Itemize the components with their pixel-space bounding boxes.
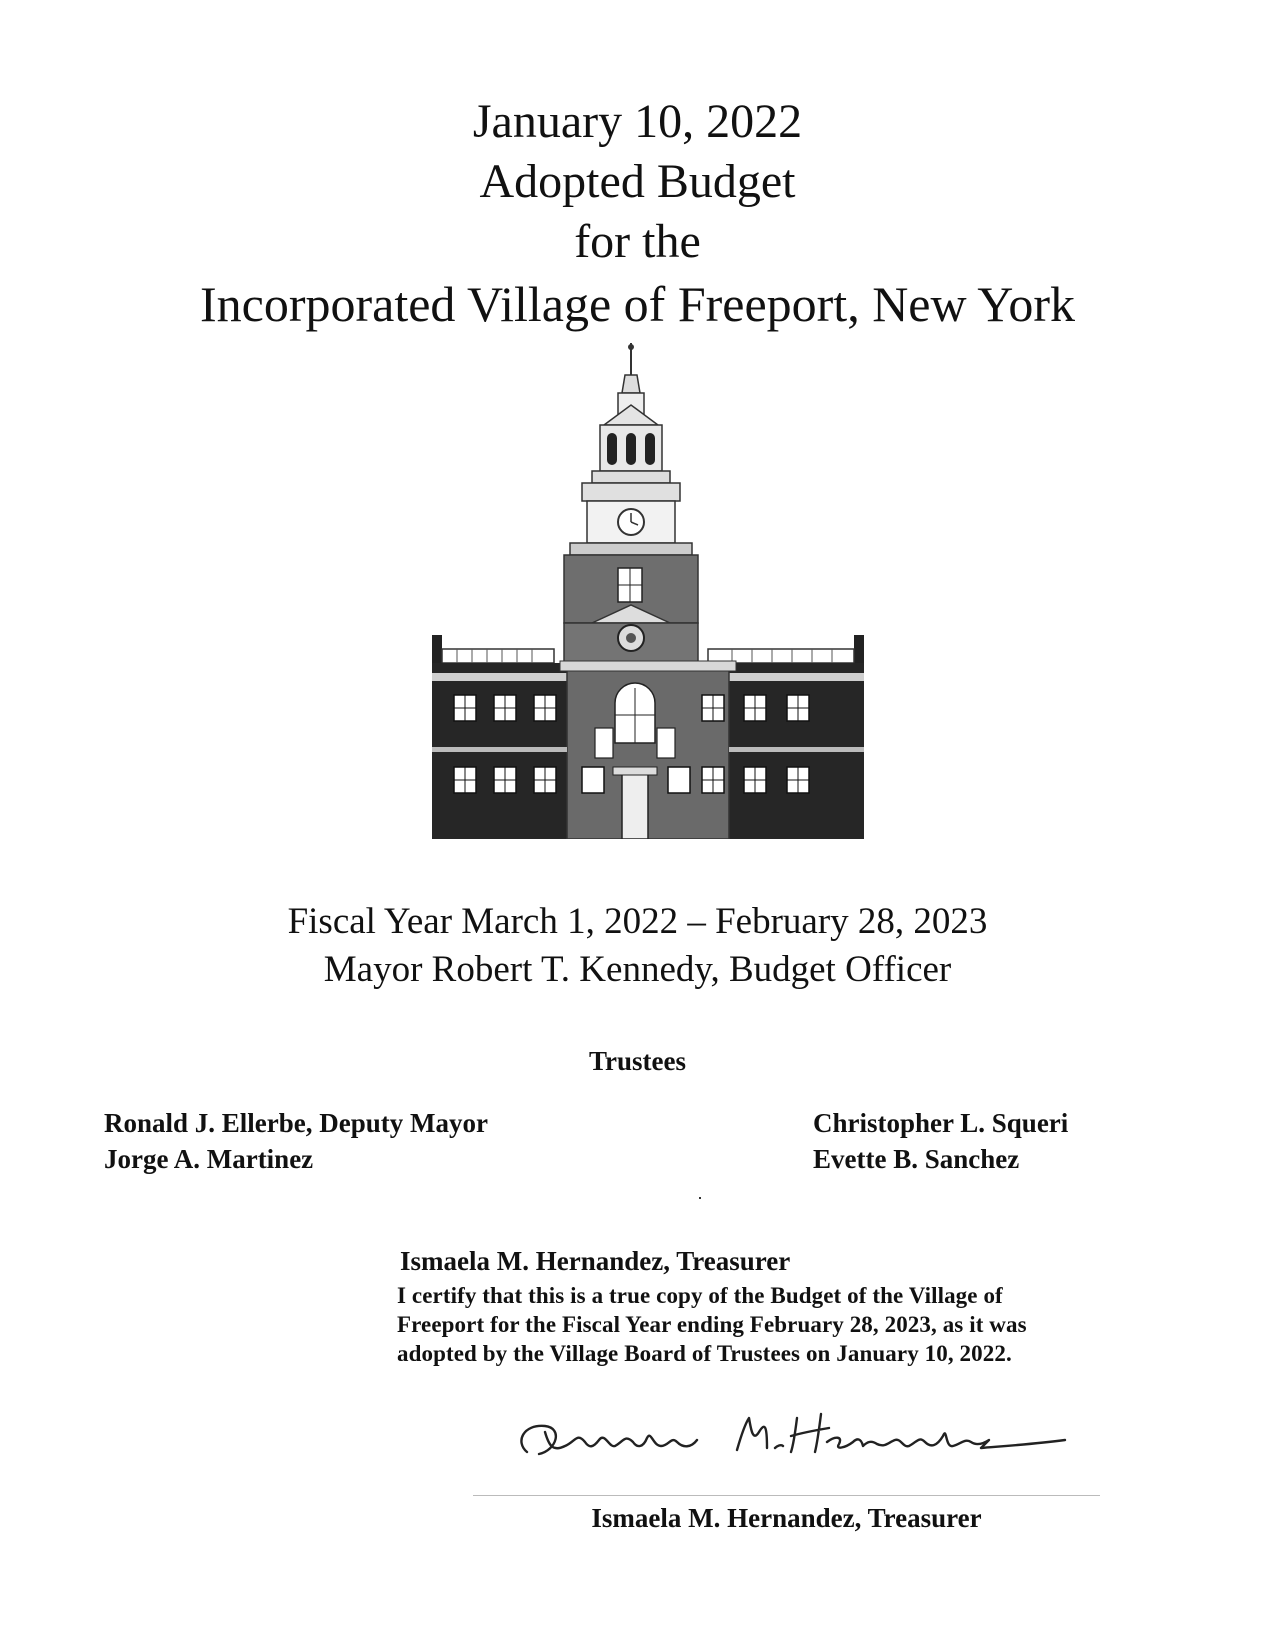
title-for-the: for the [574, 215, 701, 268]
signature-caption: Ismaela M. Hernandez, Treasurer [591, 1503, 982, 1533]
title-village-name: Incorporated Village of Freeport, New York [199, 276, 1076, 332]
trustee-ellerbe: Ronald J. Ellerbe, Deputy Mayor [104, 1108, 488, 1138]
handwritten-signature [505, 1402, 1095, 1482]
certification-line-2: Freeport for the Fiscal Year ending February 28, 2023, as it was [397, 1312, 1027, 1337]
certification-line-3: adopted by the Village Board of Trustees on January 10, 2022. [397, 1341, 1012, 1366]
budget-officer: Mayor Robert T. Kennedy, Budget Officer [323, 949, 952, 990]
trustees-heading: Trustees [589, 1046, 686, 1076]
stray-dot [699, 1197, 701, 1199]
signature-line [473, 1495, 1100, 1496]
title-date: January 10, 2022 [472, 95, 803, 148]
trustee-sanchez: Evette B. Sanchez [813, 1144, 1020, 1174]
fiscal-year: Fiscal Year March 1, 2022 – February 28, 2023 [287, 901, 988, 942]
fiscal-info [0, 898, 1275, 994]
document-title [0, 92, 1275, 336]
trustee-martinez: Jorge A. Martinez [104, 1144, 314, 1174]
treasurer-heading: Ismaela M. Hernandez, Treasurer [400, 1246, 791, 1276]
certification-line-1: I certify that this is a true copy of the Budget of the Village of [397, 1283, 1003, 1308]
trustee-squeri: Christopher L. Squeri [813, 1108, 1069, 1138]
village-hall-building-icon [432, 343, 864, 839]
title-adopted-budget: Adopted Budget [479, 155, 796, 208]
